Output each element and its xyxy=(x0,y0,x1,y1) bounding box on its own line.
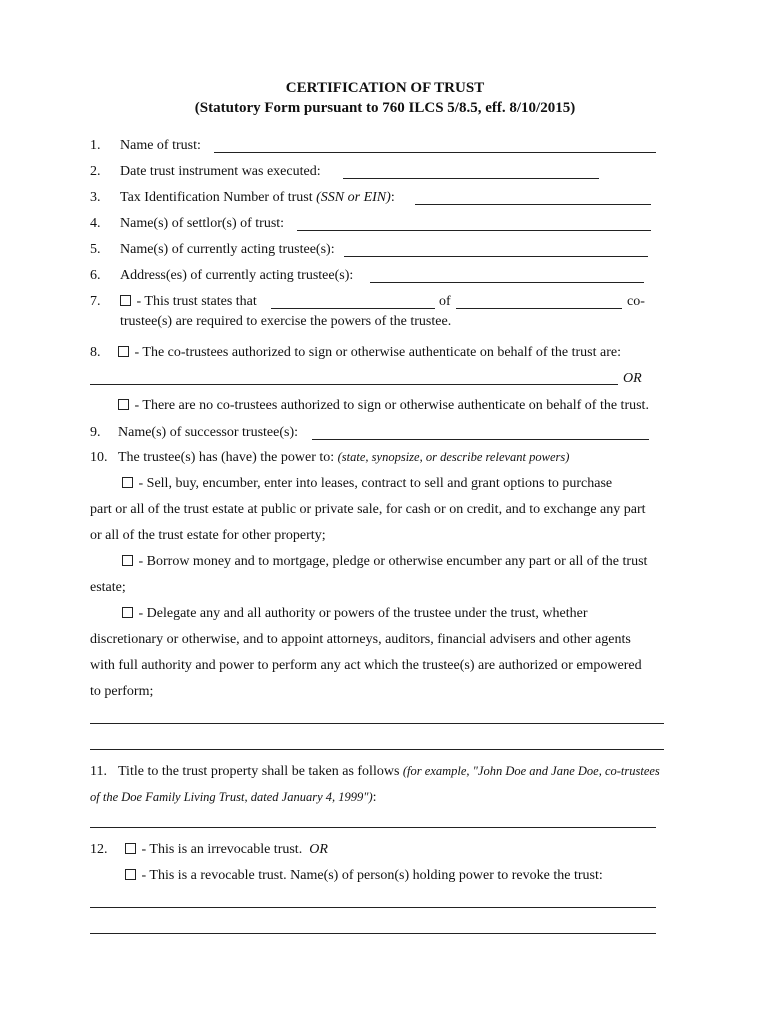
revoke-power-field-1[interactable] xyxy=(90,907,656,908)
title-property-line1 xyxy=(118,764,660,780)
item8-option-b-text: - There are no co-trustees authorized to sign or otherwise authenticate on behalf of the trust. xyxy=(131,398,649,413)
title-property-text: Title to the trust property shall be taken as follows xyxy=(118,764,400,779)
item8-option-b xyxy=(118,398,649,414)
item-number-9: 9. xyxy=(90,425,101,440)
item-number-2: 2. xyxy=(90,164,101,179)
power-sell-line2: part or all of the trust estate at public or private sale, for cash or on credit, and to exchange any part xyxy=(90,502,646,517)
revocable-text: - This is a revocable trust. Name(s) of person(s) holding power to revoke the trust: xyxy=(138,868,603,883)
item-number-5: 5. xyxy=(90,242,101,257)
power-delegate-line3: with full authority and power to perform any act which the trustee(s) are authorized or empowered xyxy=(90,658,642,673)
irrevocable-checkbox[interactable] xyxy=(125,843,136,854)
item-number-8: 8. xyxy=(90,345,101,360)
revocable-checkbox[interactable] xyxy=(125,869,136,880)
power-delegate-checkbox[interactable] xyxy=(122,607,133,618)
item8-option-a xyxy=(118,345,621,361)
powers-label xyxy=(118,450,569,466)
power-sell-checkbox[interactable] xyxy=(122,477,133,488)
successor-trustee-label: Name(s) of successor trustee(s): xyxy=(118,425,298,440)
title-property-example-cont: of the Doe Family Living Trust, dated January 4, 1999") xyxy=(90,790,373,804)
page-subtitle: (Statutory Form pursuant to 760 ILCS 5/8.5, eff. 8/10/2015) xyxy=(194,100,576,116)
item12-or: OR xyxy=(309,842,328,857)
trustee-address-field[interactable] xyxy=(370,282,644,283)
title-property-colon: : xyxy=(372,790,377,805)
title-property-line2 xyxy=(90,790,377,806)
item-number-10: 10. xyxy=(90,450,108,465)
item-number-12: 12. xyxy=(90,842,108,857)
tax-id-label-text: Tax Identification Number of trust xyxy=(120,190,313,205)
item8-or: OR xyxy=(623,371,642,386)
item7-statement: - This trust states that xyxy=(133,294,257,309)
item7-of: of xyxy=(439,294,451,309)
settlor-field[interactable] xyxy=(297,230,651,231)
item8-checkbox-a[interactable] xyxy=(118,346,129,357)
item7-text xyxy=(120,294,257,310)
item-number-3: 3. xyxy=(90,190,101,205)
power-delegate-line2: discretionary or otherwise, and to appoint attorneys, auditors, financial advisers and other agents xyxy=(90,632,631,647)
other-powers-field-1[interactable] xyxy=(90,723,664,724)
title-property-field[interactable] xyxy=(90,827,656,828)
item7-co: co- xyxy=(627,294,645,309)
item7-total-field[interactable] xyxy=(456,308,622,309)
successor-trustee-field[interactable] xyxy=(312,439,649,440)
power-delegate-line4: to perform; xyxy=(90,684,154,699)
item7-checkbox[interactable] xyxy=(120,295,131,306)
trustee-address-label: Address(es) of currently acting trustee(s): xyxy=(120,268,354,283)
trust-name-label: Name of trust: xyxy=(120,138,201,153)
item8-checkbox-b[interactable] xyxy=(118,399,129,410)
settlor-label: Name(s) of settlor(s) of trust: xyxy=(120,216,285,231)
page-title: CERTIFICATION OF TRUST xyxy=(285,80,485,96)
powers-label-text: The trustee(s) has (have) the power to: xyxy=(118,450,335,465)
revoke-power-field-2[interactable] xyxy=(90,933,656,934)
cotrustees-field[interactable] xyxy=(90,384,618,385)
power-delegate-line1 xyxy=(122,606,588,622)
tax-id-label: Tax Identification Number of trust (SSN or EIN): xyxy=(120,190,395,205)
power-borrow-checkbox[interactable] xyxy=(122,555,133,566)
power-borrow-text: - Borrow money and to mortgage, pledge or otherwise encumber any part or all of the trust xyxy=(135,554,648,569)
item-number-11: 11. xyxy=(90,764,107,779)
power-sell-text: - Sell, buy, encumber, enter into leases, contract to sell and grant options to purchase xyxy=(135,476,613,491)
irrevocable-option xyxy=(125,842,328,858)
power-delegate-text: - Delegate any and all authority or powers of the trustee under the trust, whether xyxy=(135,606,588,621)
date-executed-field[interactable] xyxy=(343,178,599,179)
item-number-6: 6. xyxy=(90,268,101,283)
power-borrow-line2: estate; xyxy=(90,580,126,595)
item-number-7: 7. xyxy=(90,294,101,309)
power-sell-line3: or all of the trust estate for other property; xyxy=(90,528,326,543)
item7-number-field[interactable] xyxy=(271,308,435,309)
trust-name-field[interactable] xyxy=(214,152,656,153)
other-powers-field-2[interactable] xyxy=(90,749,664,750)
item-number-4: 4. xyxy=(90,216,101,231)
acting-trustees-field[interactable] xyxy=(344,256,648,257)
powers-label-italic: (state, synopsize, or describe relevant powers) xyxy=(337,450,570,464)
revocable-option xyxy=(125,868,603,884)
acting-trustees-label: Name(s) of currently acting trustee(s): xyxy=(120,242,335,257)
irrevocable-text: - This is an irrevocable trust. xyxy=(138,842,303,857)
date-executed-label: Date trust instrument was executed: xyxy=(120,164,321,179)
item8-option-a-text: - The co-trustees authorized to sign or otherwise authenticate on behalf of the trust are: xyxy=(131,345,621,360)
power-borrow-line1 xyxy=(122,554,647,570)
title-property-example: (for example, "John Doe and Jane Doe, co-trustees xyxy=(402,764,660,778)
tax-id-field[interactable] xyxy=(415,204,651,205)
tax-id-label-italic: (SSN or EIN) xyxy=(316,190,391,205)
power-sell-line1 xyxy=(122,476,612,492)
item7-continuation: trustee(s) are required to exercise the powers of the trustee. xyxy=(120,314,452,329)
item-number-1: 1. xyxy=(90,138,101,153)
